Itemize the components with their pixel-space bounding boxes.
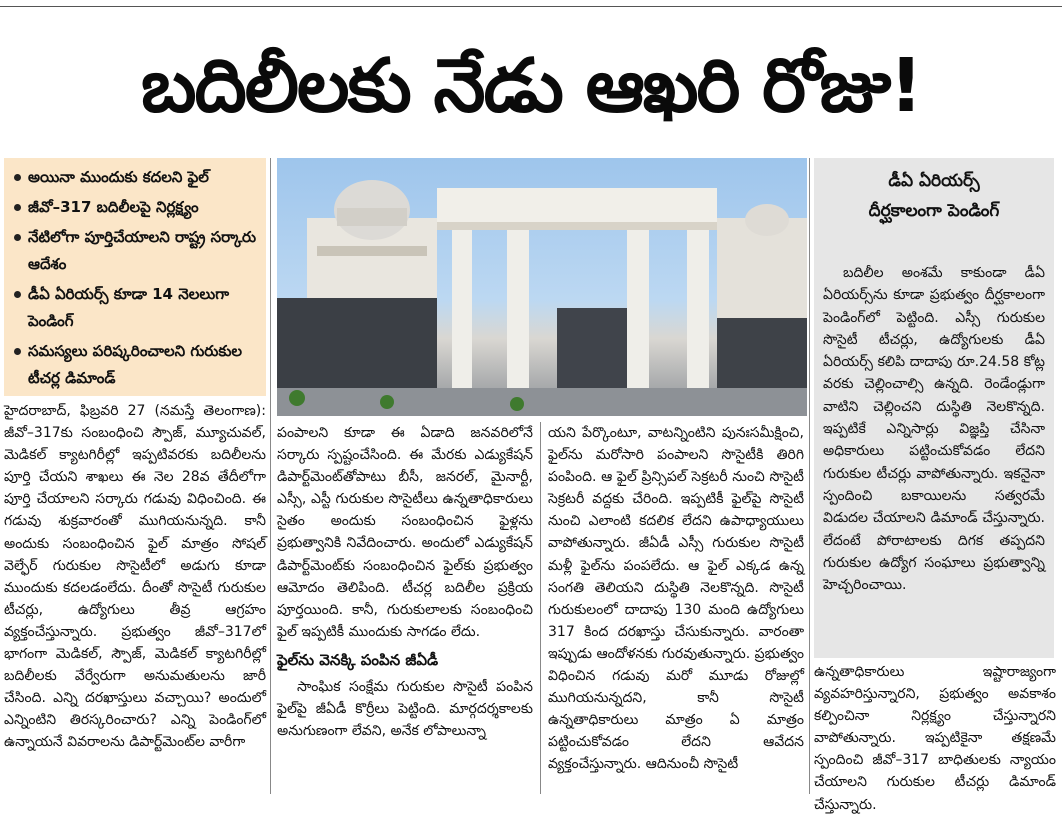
bullet-icon [14,234,21,241]
highlight-item: జీవో–317 బదిలీలపై నిర్లక్ష్యం [14,194,260,221]
highlight-item: నేటిలోగా పూర్తిచేయాలని రాష్ట్ర సర్కారు ఆదేశం [14,224,260,278]
headline: బదిలీలకు నేడు ఆఖరి రోజు! [141,43,921,129]
news-photo [277,158,807,416]
article-column-1: హైదరాబాద్, ఫిబ్రవరి 27 (నమస్తే తెలంగాణ): జీవో–317కు సంబంధించి స్పౌజ్, మ్యూచువల్, మెడికల్ క్యాటగిరీల్లో ఇప్పటివరకు బదిలీలను పూర్తి చేయని శాఖలు ఈ నెల 28వ తేదీలోగా పూర్తి చేయాలని సర్కారు గడువు విధించింది. ఈ గడువు శుక్రవారంతో ముగియనున్నది. కానీ అందుకు సంబంధించిన ఫైల్ మాత్రం సోషల్ వెల్ఫేర్ గురుకుల సొసైటీలో అడుగు కూడా ముందుకు కదలడంలేదు. దీంతో సొసైటీ గురుకుల టీచర్లు, ఉద్యోగులు తీవ్ర ఆగ్రహం వ్యక్తంచేస్తున్నారు. ప్రభుత్వం జీవో–317లో భాగంగా మెడికల్, స్పౌజ్, మెడికల్ క్యాటగిరీల్లో బదిలీలకు వేర్వేరుగా అనుమతులను జారీ చేసింది. ఎన్ని దరఖాస్తులు వచ్చాయి? అందులో ఎన్నింటిని తిరస్కరించారు? ఎన్ని పెండింగ్‌లో ఉన్నాయనే వివరాలను డిపార్ట్‌మెంట్‌ల వారీగా [4,403,266,751]
subheading: ఫైల్‌ను వెనక్కి పంపిన జీఏడీ [277,650,439,669]
highlight-item: డీఏ ఏరియర్స్ కూడా 14 నెలలుగా పెండింగ్ [14,281,260,335]
article-column-3: యని పేర్కొంటూ, వాటన్నింటిని పునఃసమీక్షించి, ఫైల్‌ను మరోసారి పంపాలని సొసైటీకి తిరిగి పంపింది. ఆ ఫైల్ ప్రిన్సిపల్ సెక్రటరీ నుంచి సొసైటీ సెక్రటరీ వద్దకు చేరింది. ఇప్పటికీ ఫైల్‌పై సొసైటీ నుంచి ఎలాంటి కదలిక లేదని ఉపాధ్యాయులు వాపోతున్నారు. జీఏడీ ఎస్సీ గురుకుల సొసైటీ మళ్లీ ఫైల్‌ను పంపలేదు. ఆ ఫైల్ ఎక్కడ ఉన్న సంగతి తెలియని దుస్థితి నెలకొన్నది. సొసైటీ గురుకులంలో దాదాపు 130 మంది ఉద్యోగులు 317 కింద దరఖాస్తు చేసుకున్నారు. వారంతా ఇప్పుడు ఆందోళనకు గురవుతున్నారు. ప్రభుత్వం విధించిన గడువు మరో మూడు రోజుల్లో ముగియనున్నదని, కానీ సొసైటీ ఉన్నతాధికారులు మాత్రం ఏ మాత్రం పట్టించుకోవడం లేదని ఆవేదన వ్యక్తంచేస్తున్నారు. ఆదినుంచీ సొసైటీ [548,425,804,773]
column-divider [809,158,810,794]
bullet-icon [14,204,21,211]
top-rule [0,6,1062,7]
article-column-4: ఉన్నతాధికారులు ఇష్టారాజ్యంగా వ్యవహరిస్తున్నారని, ప్రభుత్వం అవకాశం కల్పించినా నిర్లక్ష్యం చేస్తున్నారని వాపోతున్నారు. ఇప్పటికైనా తక్షణమే స్పందించి జీవో–317 బాధితులకు న్యాయం చేయాలని గురుకుల టీచర్లు డిమాండ్ చేస్తున్నారు. [814,664,1056,813]
highlights-box [4,158,266,396]
column-divider [270,158,271,794]
column-divider [540,422,541,794]
bullet-icon [14,348,21,355]
highlight-item: సమస్యలు పరిష్కరించాలని గురుకుల టీచర్ల డిమాండ్ [14,338,260,392]
article-column-2: పంపాలని కూడా ఈ ఏడాది జనవరిలోనే సర్కారు స్పష్టంచేసింది. ఈ మేరకు ఎడ్యుకేషన్ డిపార్ట్‌మెంట్‌తోపాటు బీసీ, జనరల్, మైనార్టీ, ఎస్సీ, ఎస్టీ గురుకుల సొసైటీలు ఉన్నతాధికారులు సైతం అందుకు సంబంధించిన ఫైళ్లను ప్రభుత్వానికి నివేదించారు. అందులో ఎడ్యుకేషన్ డిపార్ట్‌మెంట్‌కు సంబంధించిన ఫైల్‌కు ప్రభుత్వం ఆమోదం తెలిపింది. టీచర్ల బదిలీల ప్రక్రియ పూర్తయింది. కానీ, గురుకులాలకు సంబంధించి ఫైల్ ఇప్పటికీ ముందుకు సాగడం లేదు. ఫైల్‌ను వెనక్కి పంపిన జీఏడీ సాంఘిక సంక్షేమ గురుకుల సొసైటీ పంపిన ఫైల్‌పై జీఏడీ కొర్రీలు పెట్టింది. మార్గదర్శకాలకు అనుగుణంగా లేవని, అనేక లోపాలున్నా [277,425,533,740]
sidebar-heading: డీఏ ఏరియర్స్ దీర్ఘకాలంగా పెండింగ్ [868,171,1000,221]
highlight-item: అయినా ముందుకు కదలని ఫైల్ [14,164,260,191]
bullet-icon [14,174,21,181]
bullet-icon [14,291,21,298]
building-illustration [277,158,807,416]
sidebar-body: బదిలీల అంశమే కాకుండా డీఏ ఏరియర్స్‌ను కూడా ప్రభుత్వం దీర్ఘకాలంగా పెండింగ్‌లో పెట్టింది. ఎస్సీ గురుకుల సొసైటీ టీచర్లు, ఉద్యోగులకు డీఏ ఏరియర్స్ కలిపి దాదాపు రూ.24.58 కోట్ల వరకు చెల్లించాల్సి ఉన్నది. రెండేండ్లుగా వాటిని చెల్లించని దుస్థితి నెలకొన్నది. ఇప్పటికే ఎన్నిసార్లు విజ్ఞప్తి చేసినా అధికారులు పట్టించుకోవడం లేదని గురుకుల టీచర్లు వాపోతున్నారు. ఇకనైనా స్పందించి బకాయిలను సత్వరమే విడుదల చేయాలని డిమాండ్ చేస్తున్నారు. లేదంటే పోరాటాలకు దిగక తప్పదని గురుకుల ఉద్యోగ సంఘాలు ప్రభుత్వాన్ని హెచ్చరించాయి. [823,265,1045,594]
